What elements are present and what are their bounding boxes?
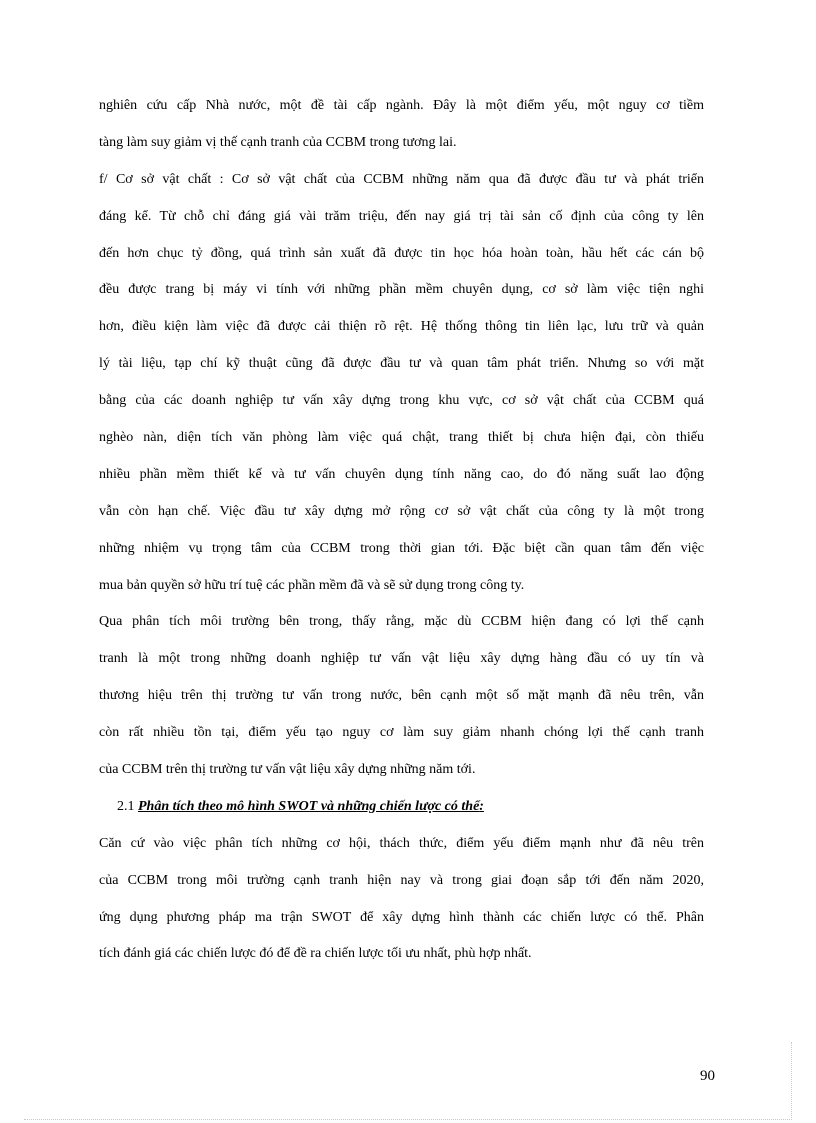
text-line: Qua phân tích môi trường bên trong, thấy rằng, mặc dù CCBM hiện đang có lợi thế cạnh xyxy=(99,614,704,630)
section-title: Phân tích theo mô hình SWOT và những chiến lược có thể xyxy=(138,798,480,814)
text-line: nhiều phần mềm thiết kế và tư vấn chuyên dụng tính năng cao, do đó năng suất lao động xyxy=(99,466,704,482)
page-bottom-rule xyxy=(24,1119,792,1120)
body-text xyxy=(99,92,704,977)
text-line: vẫn còn hạn chế. Việc đầu tư xây dựng mở rộng cơ sở vật chất của công ty là một trong xyxy=(99,503,704,519)
page-number: 90 xyxy=(700,1068,715,1084)
text-line: những nhiệm vụ trọng tâm của CCBM trong thời gian tới. Đặc biệt cần quan tâm đến việc xyxy=(99,540,704,556)
text-line: mua bản quyền sở hữu trí tuệ các phần mềm đã và sẽ sử dụng trong công ty. xyxy=(99,577,525,593)
text-line: ứng dụng phương pháp ma trận SWOT để xây dựng hình thành các chiến lược có thể. Phân xyxy=(99,909,704,925)
section-heading xyxy=(99,793,704,830)
text-line: đáng kể. Từ chỗ chỉ đáng giá vài trăm triệu, đến nay giá trị tài sản cố định của công ty lên xyxy=(99,208,704,224)
text-line: lý tài liệu, tạp chí kỹ thuật cũng đã được đầu tư và quan tâm phát triển. Nhưng so với mặt xyxy=(99,356,704,372)
text-line: tranh là một trong những doanh nghiệp tư vấn vật liệu xây dựng hàng đầu có uy tín và xyxy=(99,651,704,667)
text-line: còn rất nhiều tồn tại, điểm yếu tạo nguy cơ làm suy giảm nhanh chóng lợi thế cạnh tranh xyxy=(99,725,704,741)
text-line: tàng làm suy giảm vị thế cạnh tranh của CCBM trong tương lai. xyxy=(99,134,457,150)
page-right-rule xyxy=(791,1042,792,1120)
text-line: của CCBM trong môi trường cạnh tranh hiện nay và trong giai đoạn sắp tới đến năm 2020, xyxy=(99,872,704,888)
text-line: thương hiệu trên thị trường tư vấn trong nước, bên cạnh một số mặt mạnh đã nêu trên, vẫn xyxy=(99,688,704,704)
text-line: bằng của các doanh nghiệp tư vấn xây dựng trong khu vực, cơ sở vật chất của CCBM quá xyxy=(99,393,704,409)
text-line: của CCBM trên thị trường tư vấn vật liệu xây dựng những năm tới. xyxy=(99,762,476,778)
text-line: hơn, điều kiện làm việc đã được cải thiện rõ rệt. Hệ thống thông tin liên lạc, lưu trữ và quản xyxy=(99,319,704,335)
text-line: tích đánh giá các chiến lược đó để đề ra chiến lược tối ưu nhất, phù hợp nhất. xyxy=(99,946,532,962)
text-line: đến hơn chục tỷ đồng, quá trình sản xuất đã được tin học hóa hoàn toàn, hầu hết các cán bộ xyxy=(99,245,704,261)
text-line: nghèo nàn, diện tích văn phòng làm việc quá chật, trang thiết bị chưa hiện đại, còn thiếu xyxy=(99,430,704,446)
text-line: nghiên cứu cấp Nhà nước, một đề tài cấp ngành. Đây là một điểm yếu, một nguy cơ tiềm xyxy=(99,98,704,113)
section-colon: : xyxy=(479,798,484,814)
section-number: 2.1 xyxy=(117,798,135,814)
text-line: đều được trang bị máy vi tính với những phần mềm chuyên dụng, cơ sở làm việc tiện nghi xyxy=(99,282,704,298)
text-line: Căn cứ vào việc phân tích những cơ hội, thách thức, điểm yếu điểm mạnh như đã nêu trên xyxy=(99,835,704,851)
text-line: f/ Cơ sở vật chất : Cơ sở vật chất của CCBM những năm qua đã được đầu tư và phát triển xyxy=(99,171,704,187)
